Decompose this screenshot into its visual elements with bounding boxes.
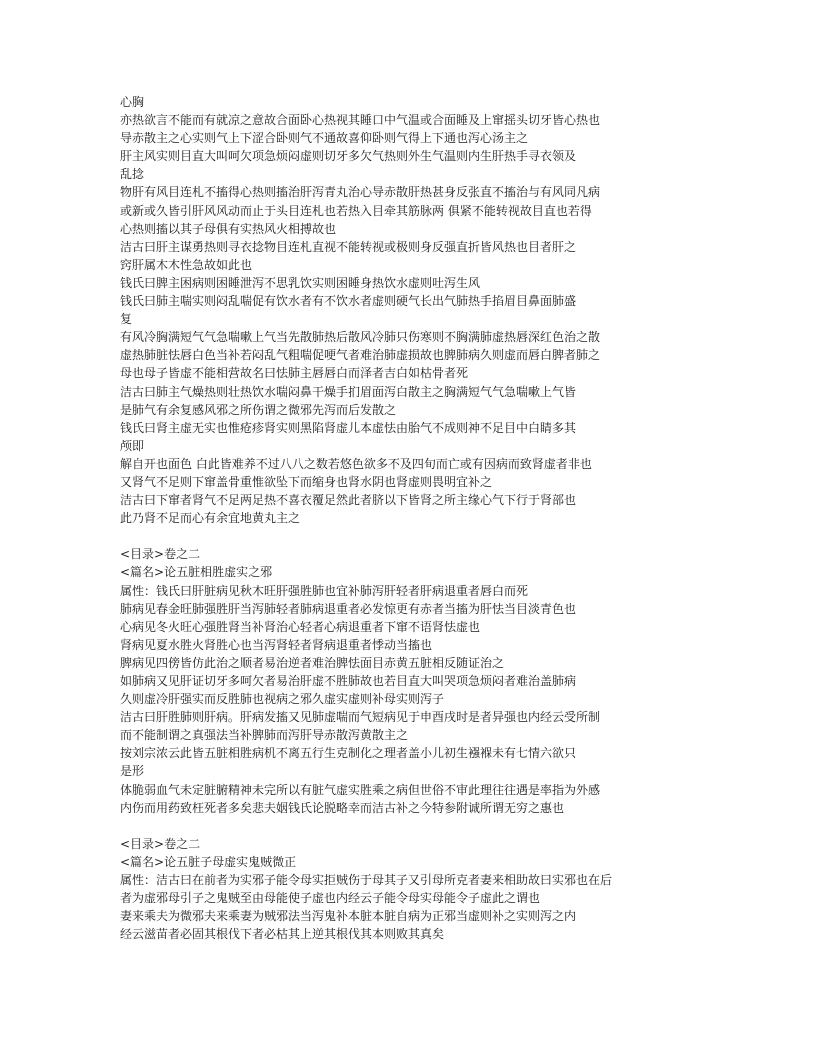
text-line: 久则虚冷肝强实而反胜肺也视病之邪久虚实虚则补母实则泻子 — [120, 692, 445, 707]
text-line: 心热则搐以其子母俱有实热风火相搏故也 — [120, 221, 337, 236]
text-line: 肾病见夏水胜火肾胜心也当泻肾轻者肾病退重者悸动当搐也 — [120, 637, 433, 652]
text-line: 洁古曰下窜者肾气不足两足热不喜衣覆足然此者脐以下皆肾之所主缘心气下行于肾部也 — [120, 493, 577, 508]
document-page — [120, 93, 690, 943]
text-line: 洁古曰肝胜肺则肝病。肝病发搐又见肺虚喘而气短病见于申酉戌时是者异强也内经云受所制 — [120, 710, 601, 725]
text-line: <篇名>论五脏子母虚实鬼贼微正 — [120, 854, 297, 869]
text-line: 而不能制谓之真强法当补脾肺而泻肝导赤散泻黄散主之 — [120, 728, 409, 743]
text-line: 经云滋苗者必固其根伐下者必枯其上逆其根伐其本则败其真矣 — [120, 927, 445, 942]
blank-line — [120, 527, 690, 545]
text-line: 洁古曰肝主谋勇热则寻衣捻物目连札直视不能转视或极则身反强直折皆风热也目者肝之 — [120, 239, 577, 254]
text-line: 体脆弱血气未定脏腑精神未完所以有脏气虚实胜乘之病但世俗不审此理往往遇是率指为外感 — [120, 782, 601, 797]
text-line: 是肺气有余复感风邪之所伤谓之微邪先泻而后发散之 — [120, 402, 397, 417]
text-line: 肝主风实则目直大叫呵欠项急烦闷虚则切牙多欠气热则外生气温则内生肝热手寻衣领及 — [120, 149, 577, 164]
text-line: <目录>卷之二 — [120, 547, 201, 562]
text-line: 物肝有风目连札不搐得心热则搐治肝泻青丸治心导赤散肝热甚身反张直不搐治与有风同凡病 — [120, 185, 601, 200]
text-line: 心胸 — [120, 95, 145, 109]
text-line: 有风冷胸满短气气急喘嗽上气当先散肺热后散风冷肺只伤寒则不胸满肺虚热唇深红色治之散 — [120, 330, 601, 345]
text-line: 颅即 — [120, 438, 145, 453]
text-line: 属性：洁古曰在前者为实邪子能令母实拒贼伤于母其子又引母所克者妻来相助故曰实邪也在后 — [120, 873, 613, 888]
text-line: 心病见冬火旺心强胜肾当补肾治心轻者心病退重者下窜不语肾怯虚也 — [120, 619, 481, 634]
text-line: 又肾气不足则下窜盖骨重惟欲坠下而缩身也肾水阴也肾虚则畏明宜补之 — [120, 474, 493, 489]
text-line: 是形 — [120, 764, 145, 779]
text-line: 钱氏曰脾主困病则困睡泄泻不思乳饮实则困睡身热饮水虚则吐泻生风 — [120, 275, 481, 290]
text-line: 解自开也面色 白此皆难养不过八八之数若悠色欲多不及四旬而亡或有因病而致肾虚者非也 — [120, 456, 592, 471]
text-line: 复 — [120, 312, 133, 327]
text-line: 虚热肺脏怯唇白色当补若闷乱气粗喘促哽气者难治肺虚损故也脾肺病久则虚而唇白脾者肺之 — [120, 348, 601, 363]
text-line: 钱氏曰肾主虚无实也惟疮疹肾实则黑陷肾虚儿本虚怯由胎气不成则神不足目中白睛多其 — [120, 420, 577, 435]
text-line: <篇名>论五脏相胜虚实之邪 — [120, 565, 273, 580]
text-line: 乱捻 — [120, 167, 145, 182]
text-line: 亦热欲言不能而有就凉之意故合面卧心热视其睡口中气温或合面睡及上窜摇头切牙皆心热也 — [120, 113, 601, 128]
text-line: 如肺病又见肝证切牙多呵欠者易治肝虚不胜肺故也若目直大叫哭项急烦闷者难治盖肺病 — [120, 674, 577, 688]
text-line: 脾病见四傍皆仿此治之顺者易治逆者难治脾怯面目赤黄五脏相反随证治之 — [120, 655, 505, 670]
text-line: 导赤散主之心实则气上下涩合卧则气不通故喜仰卧则气得上下通也泻心汤主之 — [120, 131, 529, 146]
text-line: 窍肝属木木性急故如此也 — [120, 257, 253, 272]
text-line: 按刘宗浓云此皆五脏相胜病机不离五行生克制化之理者盖小儿初生襁褓未有七情六欲只 — [120, 746, 577, 761]
text-line: 属性：钱氏曰肝脏病见秋木旺肝强胜肺也宜补肺泻肝轻者肝病退重者唇白而死 — [120, 583, 529, 598]
text-line: 肺病见春金旺肺强胜肝当泻肺轻者肺病退重者必发惊更有赤者当搐为肝怯当目淡青色也 — [120, 601, 577, 616]
text-line: 母也母子皆虚不能相营故名曰怯肺主唇唇白而泽者吉白如枯骨者死 — [120, 366, 469, 381]
text-line: 钱氏曰肺主喘实则闷乱喘促有饮水者有不饮水者虚则硬气长出气肺热手掐眉目鼻面肺盛 — [120, 294, 577, 309]
text-line: 或新或久皆引肝风风动而止于头目连札也若热入目牵其筋脉两 俱紧不能转视故目直也若得 — [120, 203, 592, 218]
text-line: 妻来乘夫为微邪夫来乘妻为贼邪法当泻鬼补本脏本脏自病为正邪当虚则补之实则泻之内 — [120, 909, 577, 924]
blank-line — [120, 817, 690, 835]
text-line: 洁古曰肺主气燥热则壮热饮水喘闷鼻干燥手扪眉面泻白散主之胸满短气气急喘嗽上气皆 — [120, 384, 577, 399]
text-line: 内伤而用药致枉死者多矣悲夫姻钱氏论脱略幸而洁古补之今特参附诚所谓无穷之惠也 — [120, 800, 565, 815]
text-line: 此乃肾不足而心有余宜地黄丸主之 — [120, 511, 301, 526]
text-line: 者为虚邪母引子之鬼贼至由母能使子虚也内经云子能令母实母能令子虚此之谓也 — [120, 891, 541, 906]
text-line: <目录>卷之二 — [120, 836, 201, 851]
